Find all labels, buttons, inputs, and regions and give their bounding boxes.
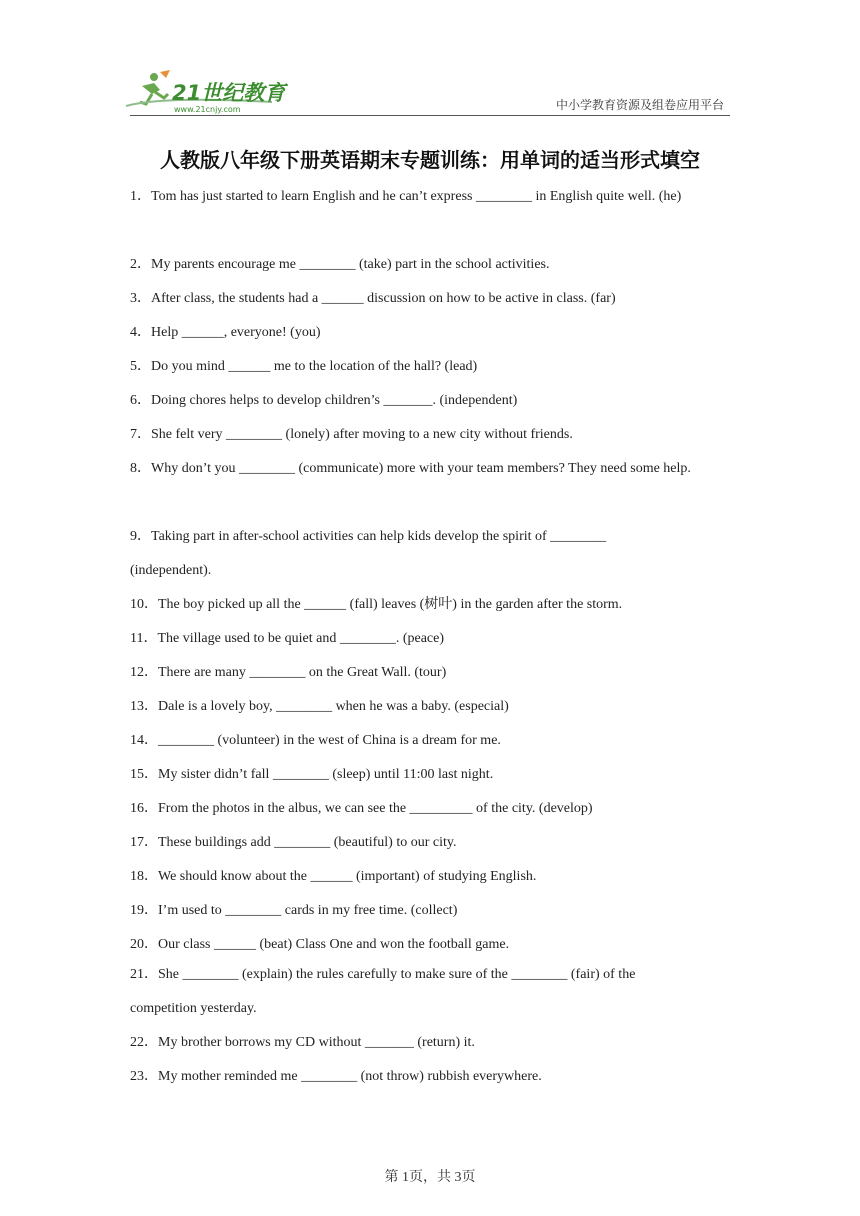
logo-url: www.21cnjy.com <box>174 105 241 114</box>
page-number: 第 1页，共 3页 <box>384 1170 476 1185</box>
question-item: 15．My sister didn’t fall ________ (sleep) until 11:00 last night. <box>130 767 494 782</box>
question-item: 7．She felt very ________ (lonely) after moving to a new city without friends. <box>130 427 573 442</box>
platform-tagline: 中小学教育资源及组卷应用平台 <box>555 98 724 112</box>
question-item: 11．The village used to be quiet and ________. (peace) <box>130 631 444 646</box>
logo-text: 21世纪教育 <box>172 81 286 105</box>
question-item: 3．After class, the students had a ______ discussion on how to be active in class. (far) <box>130 291 616 306</box>
question-item: 4．Help ______, everyone! (you) <box>130 325 321 340</box>
question-item: 16．From the photos in the albus, we can see the _________ of the city. (develop) <box>130 801 593 816</box>
question-item: 10．The boy picked up all the ______ (fall) leaves (树叶) in the garden after the storm. <box>130 597 623 612</box>
question-item: 9．Taking part in after-school activities can help kids develop the spirit of ________ (independent). <box>130 529 607 578</box>
question-item: 23．My mother reminded me ________ (not throw) rubbish everywhere. <box>130 1069 542 1084</box>
question-item: 20．Our class ______ (beat) Class One and won the football game. <box>130 937 510 952</box>
logo-graphic <box>122 68 292 114</box>
question-item: 2．My parents encourage me ________ (take) part in the school activities. <box>130 257 550 272</box>
question-item: 19．I’m used to ________ cards in my free time. (collect) <box>130 903 458 918</box>
question-item: 21．She ________ (explain) the rules carefully to make sure of the ________ (fair) of the competition yesterday. <box>130 967 636 1016</box>
header-divider <box>130 115 730 116</box>
question-item: 1．Tom has just started to learn English and he can’t express ________ in English quite well. (he) <box>130 189 682 204</box>
site-logo <box>122 68 292 114</box>
question-item: 13．Dale is a lovely boy, ________ when he was a baby. (especial) <box>130 699 509 714</box>
question-item: 8．Why don’t you ________ (communicate) more with your team members? They need some help. <box>130 461 691 476</box>
question-item: 22．My brother borrows my CD without _______ (return) it. <box>130 1035 475 1050</box>
question-item: 5．Do you mind ______ me to the location of the hall? (lead) <box>130 359 478 374</box>
question-item: 18．We should know about the ______ (important) of studying English. <box>130 869 537 884</box>
question-item: 14．________ (volunteer) in the west of China is a dream for me. <box>130 733 501 748</box>
question-item: 17．These buildings add ________ (beautiful) to our city. <box>130 835 457 850</box>
question-item: 6．Doing chores helps to develop children’s _______. (independent) <box>130 393 518 408</box>
question-item: 12．There are many ________ on the Great Wall. (tour) <box>130 665 447 680</box>
page-title: 人教版八年级下册英语期末专题训练：用单词的适当形式填空 <box>160 148 700 172</box>
